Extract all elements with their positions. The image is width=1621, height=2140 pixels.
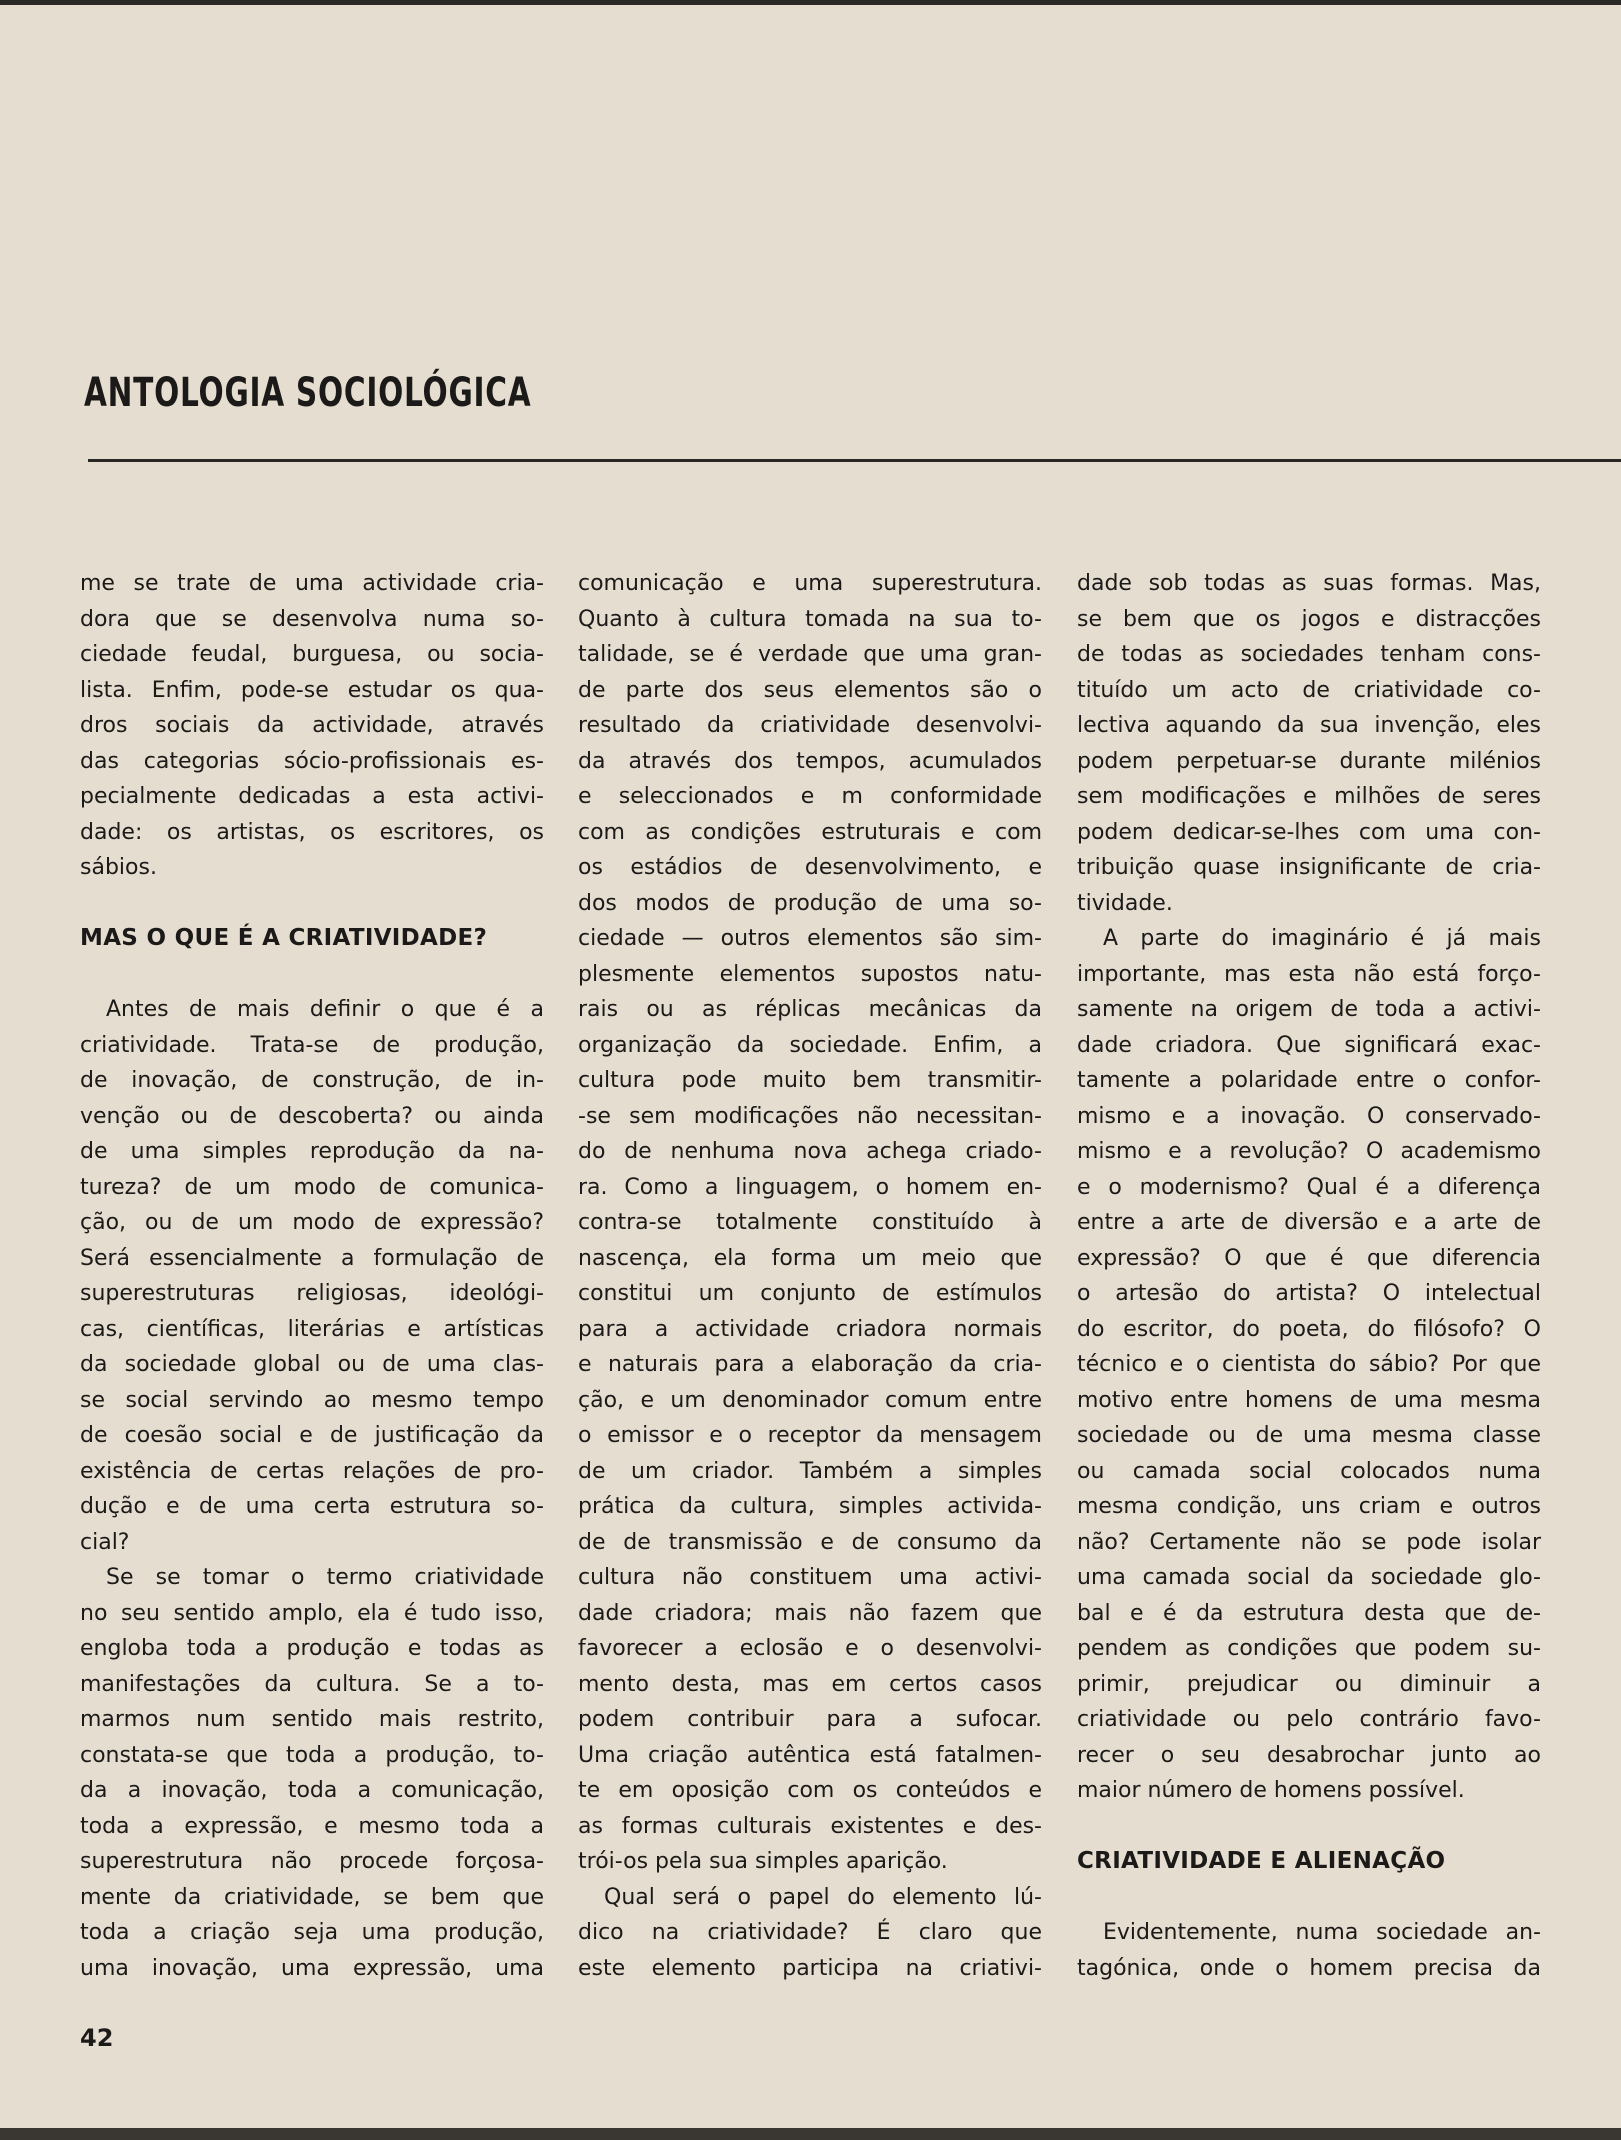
- text-line: lista. Enfim, pode-se estudar os qua-: [80, 677, 544, 703]
- text-line: marmos num sentido mais restrito,: [80, 1707, 544, 1732]
- text-line: lectiva aquando da sua invenção, eles: [1077, 713, 1541, 738]
- text-line: e naturais para a elaboração da cria-: [578, 1352, 1042, 1377]
- text-line: e seleccionados e m conformidade: [578, 784, 1042, 809]
- text-line: Antes de mais definir o que é a: [106, 997, 544, 1022]
- text-line: mismo e a revolução? O academismo: [1077, 1139, 1541, 1164]
- paragraph-gap: [1077, 1809, 1541, 1845]
- text-line: das categorias sócio-profissionais es-: [80, 748, 544, 774]
- text-line: do de nenhuma nova achega criado-: [578, 1139, 1042, 1164]
- text-line: Qual será o papel do elemento lú-: [604, 1884, 1042, 1910]
- text-line: tamente a polaridade entre o confor-: [1077, 1068, 1541, 1093]
- text-line: mismo e a inovação. O conservado-: [1077, 1103, 1541, 1129]
- text-line: ou camada social colocados numa: [1077, 1458, 1541, 1484]
- text-line: cultura pode muito bem transmitir-: [578, 1068, 1042, 1093]
- text-line: da através dos tempos, acumulados: [578, 748, 1042, 774]
- text-line: talidade, se é verdade que uma gran-: [578, 642, 1042, 667]
- text-line: venção ou de descoberta? ou ainda: [80, 1103, 544, 1129]
- text-line: resultado da criatividade desenvolvi-: [578, 713, 1042, 738]
- text-line: de todas as sociedades tenham cons-: [1077, 642, 1541, 667]
- text-line: manifestações da cultura. Se a to-: [80, 1671, 544, 1697]
- text-line: de inovação, de construção, de in-: [80, 1068, 544, 1093]
- text-line: de parte dos seus elementos são o: [578, 677, 1042, 703]
- text-line: mente da criatividade, se bem que: [80, 1884, 544, 1910]
- text-line: de coesão social e de justificação da: [80, 1423, 544, 1448]
- text-line: de um criador. Também a simples: [578, 1458, 1042, 1484]
- text-line: Se se tomar o termo criatividade: [106, 1565, 544, 1590]
- text-line: ra. Como a linguagem, o homem en-: [578, 1174, 1042, 1200]
- text-line: mento desta, mas em certos casos: [578, 1671, 1042, 1697]
- text-line: dade: os artistas, os escritores, os: [80, 819, 544, 845]
- text-line: samente na origem de toda a activi-: [1077, 997, 1541, 1022]
- title-rule: [88, 459, 1621, 462]
- text-line: de uma simples reprodução da na-: [80, 1139, 544, 1164]
- text-line: dos modos de produção de uma so-: [578, 890, 1042, 916]
- text-line: dico na criatividade? É claro que: [578, 1920, 1042, 1945]
- text-line: toda a criação seja uma produção,: [80, 1920, 544, 1945]
- text-line: Evidentemente, numa sociedade an-: [1103, 1920, 1541, 1945]
- text-line: podem contribuir para a sufocar.: [578, 1707, 1042, 1732]
- text-line: superestrutura não procede forçosa-: [80, 1849, 544, 1874]
- text-line: o artesão do artista? O intelectual: [1077, 1281, 1541, 1306]
- text-line: de de transmissão e de consumo da: [578, 1529, 1042, 1555]
- text-line: pecialmente dedicadas a esta activi-: [80, 784, 544, 809]
- text-line: ciedade — outros elementos são sim-: [578, 926, 1042, 951]
- text-line: com as condições estruturais e com: [578, 819, 1042, 845]
- text-column-3: [1077, 566, 1541, 1986]
- text-line: sábios.: [80, 855, 157, 880]
- text-line: superestruturas religiosas, ideológi-: [80, 1281, 544, 1306]
- text-line: dros sociais da actividade, através: [80, 713, 544, 738]
- text-line: comunicação e uma superestrutura.: [578, 571, 1042, 596]
- section-title: ANTOLOGIA SOCIOLÓGICA: [84, 370, 532, 416]
- text-line: bal e é da estrutura desta que de-: [1077, 1600, 1541, 1626]
- paragraph-gap: [1077, 1880, 1541, 1916]
- page-number: 42: [80, 2024, 114, 2052]
- text-line: da sociedade global ou de uma clas-: [80, 1352, 544, 1377]
- text-line: trói-os pela sua simples aparição.: [578, 1849, 948, 1874]
- text-line: toda a expressão, e mesmo toda a: [80, 1813, 544, 1839]
- text-line: constitui um conjunto de estímulos: [578, 1281, 1042, 1306]
- text-line: recer o seu desabrochar junto ao: [1077, 1742, 1541, 1768]
- text-line: existência de certas relações de pro-: [80, 1458, 544, 1484]
- text-line: primir, prejudicar ou diminuir a: [1077, 1671, 1541, 1697]
- text-column-1: [80, 566, 544, 1986]
- text-line: Quanto à cultura tomada na sua to-: [578, 606, 1042, 632]
- text-line: -se sem modificações não necessitan-: [578, 1103, 1042, 1129]
- text-line: dade criadora. Que significará exac-: [1077, 1032, 1541, 1058]
- text-line: motivo entre homens de uma mesma: [1077, 1387, 1541, 1413]
- text-column-2: [578, 566, 1042, 1986]
- text-line: este elemento participa na criativi-: [578, 1955, 1042, 1981]
- text-line: A parte do imaginário é já mais: [1103, 926, 1541, 951]
- text-line: tribuição quase insignificante de cria-: [1077, 855, 1541, 880]
- text-line: cultura não constituem uma activi-: [578, 1565, 1042, 1590]
- text-line: da a inovação, toda a comunicação,: [80, 1778, 544, 1803]
- section-heading: MAS O QUE É A CRIATIVIDADE?: [80, 925, 488, 951]
- text-line: do escritor, do poeta, do filósofo? O: [1077, 1316, 1541, 1342]
- text-line: rais ou as réplicas mecânicas da: [578, 997, 1042, 1022]
- text-line: dução e de uma certa estrutura so-: [80, 1494, 544, 1519]
- text-line: para a actividade criadora normais: [578, 1316, 1042, 1342]
- text-line: tividade.: [1077, 890, 1173, 916]
- text-line: Será essencialmente a formulação de: [80, 1245, 544, 1271]
- text-line: ção, e um denominador comum entre: [578, 1387, 1042, 1413]
- text-line: ciedade feudal, burguesa, ou socia-: [80, 642, 544, 667]
- text-line: uma camada social da sociedade glo-: [1077, 1565, 1541, 1590]
- text-line: dora que se desenvolva numa so-: [80, 606, 544, 632]
- text-line: Uma criação autêntica está fatalmen-: [578, 1742, 1042, 1768]
- paragraph-gap: [80, 886, 544, 922]
- paragraph-gap: [80, 957, 544, 993]
- text-line: tagónica, onde o homem precisa da: [1077, 1955, 1541, 1981]
- text-line: podem perpetuar-se durante milénios: [1077, 748, 1541, 774]
- text-line: tureza? de um modo de comunica-: [80, 1174, 544, 1200]
- page-top-edge: [0, 0, 1621, 5]
- text-line: contra-se totalmente constituído à: [578, 1210, 1042, 1235]
- text-line: técnico e o cientista do sábio? Por que: [1077, 1352, 1541, 1377]
- text-line: cial?: [80, 1529, 130, 1555]
- text-line: tituído um acto de criatividade co-: [1077, 677, 1541, 703]
- text-line: me se trate de uma actividade cria-: [80, 571, 544, 596]
- text-line: sociedade ou de uma mesma classe: [1077, 1423, 1541, 1448]
- text-line: ção, ou de um modo de expressão?: [80, 1210, 544, 1235]
- section-heading: CRIATIVIDADE E ALIENAÇÃO: [1077, 1848, 1446, 1874]
- page-bottom-edge: [0, 2128, 1621, 2140]
- text-line: mesma condição, uns criam e outros: [1077, 1494, 1541, 1519]
- text-line: prática da cultura, simples activida-: [578, 1494, 1042, 1519]
- text-line: podem dedicar-se-lhes com uma con-: [1077, 819, 1541, 845]
- text-line: plesmente elementos supostos natu-: [578, 961, 1042, 987]
- text-line: dade criadora; mais não fazem que: [578, 1600, 1042, 1626]
- text-line: se social servindo ao mesmo tempo: [80, 1387, 544, 1413]
- text-line: não? Certamente não se pode isolar: [1077, 1529, 1541, 1555]
- text-line: constata-se que toda a produção, to-: [80, 1742, 544, 1768]
- text-line: entre a arte de diversão e a arte de: [1077, 1210, 1541, 1235]
- text-line: importante, mas esta não está forço-: [1077, 961, 1541, 987]
- text-line: organização da sociedade. Enfim, a: [578, 1032, 1042, 1058]
- text-line: uma inovação, uma expressão, uma: [80, 1955, 544, 1981]
- text-line: engloba toda a produção e todas as: [80, 1636, 544, 1661]
- text-line: nascença, ela forma um meio que: [578, 1245, 1042, 1271]
- text-line: os estádios de desenvolvimento, e: [578, 855, 1042, 880]
- text-line: e o modernismo? Qual é a diferença: [1077, 1174, 1541, 1200]
- text-line: favorecer a eclosão e o desenvolvi-: [578, 1636, 1042, 1661]
- text-line: te em oposição com os conteúdos e: [578, 1778, 1042, 1803]
- text-line: pendem as condições que podem su-: [1077, 1636, 1541, 1661]
- text-line: criatividade. Trata-se de produção,: [80, 1032, 544, 1058]
- text-line: as formas culturais existentes e des-: [578, 1813, 1042, 1839]
- text-line: cas, científicas, literárias e artísticas: [80, 1316, 544, 1342]
- text-line: se bem que os jogos e distracções: [1077, 606, 1541, 632]
- text-line: dade sob todas as suas formas. Mas,: [1077, 571, 1541, 596]
- text-line: o emissor e o receptor da mensagem: [578, 1423, 1042, 1448]
- text-line: sem modificações e milhões de seres: [1077, 784, 1541, 809]
- text-line: no seu sentido amplo, ela é tudo isso,: [80, 1600, 544, 1626]
- text-line: expressão? O que é que diferencia: [1077, 1245, 1541, 1271]
- text-line: maior número de homens possível.: [1077, 1778, 1465, 1803]
- text-line: criatividade ou pelo contrário favo-: [1077, 1707, 1541, 1732]
